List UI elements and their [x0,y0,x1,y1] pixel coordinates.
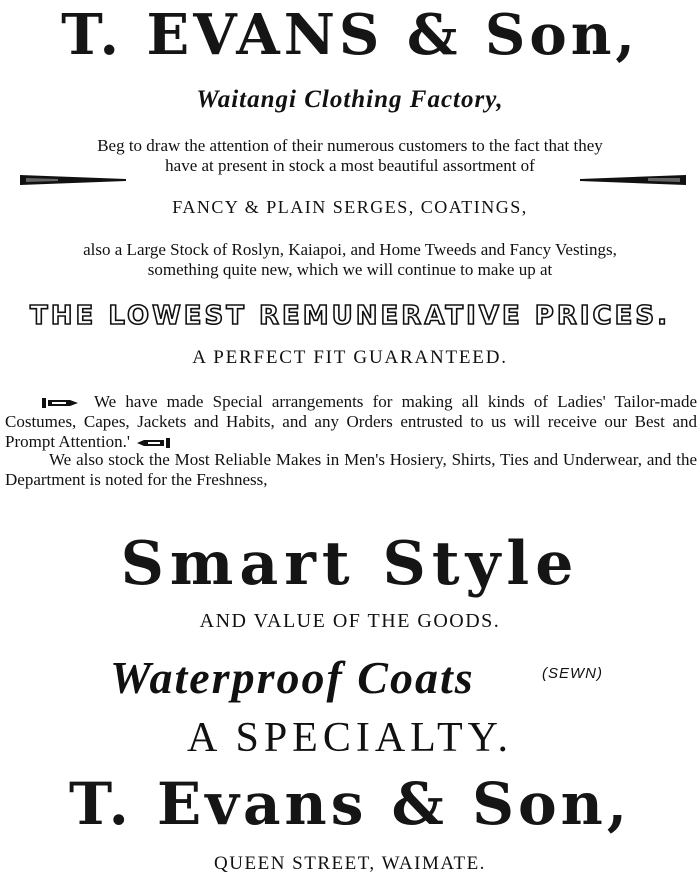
shop-title: T. EVANS & Son, [61,2,639,68]
pointing-hand-left-icon [136,436,172,450]
sewn-note: (SEWN) [542,665,603,682]
fabrics-heading: FANCY & PLAIN SERGES, COATINGS, [172,197,528,217]
waterproof-coats: Waterproof Coats [110,652,475,703]
ladies-notice-text: We have made Special arrangements for making all kinds of Ladies' Tailor-made Costumes, Capes, Jackets and Habits, and any Orders entrusted to us will receive our Best and Prompt Attention.' [5,392,697,451]
shop-title-footer: T. Evans & Son, [68,770,632,838]
smart-style-heading: Smart Style [120,529,580,599]
hosiery-notice-text: We also stock the Most Reliable Makes in Men's Hosiery, Shirts, Ties and Underwear, and the Department is noted for the Freshness, [5,450,697,489]
shop-address: QUEEN STREET, WAIMATE. [214,853,486,874]
pointing-hand-icon [40,396,80,410]
prices-heading: THE LOWEST REMUNERATIVE PRICES. [30,301,670,331]
stock-line-1: also a Large Stock of Roslyn, Kaiapoi, and Home Tweeds and Fancy Vestings, [83,240,617,259]
hosiery-notice [5,450,697,490]
intro-line-2: have at present in stock a most beautiful assortment of [165,156,535,175]
specialty-heading: A SPECIALTY. [186,715,514,761]
waterproof-row [0,652,700,704]
value-line: AND VALUE OF THE GOODS. [199,610,501,632]
intro-line-1: Beg to draw the attention of their numerous customers to the fact that they [97,136,603,155]
factory-name: Waitangi Clothing Factory, [196,86,504,113]
fit-guarantee: A PERFECT FIT GUARANTEED. [192,347,508,368]
subtitle-row [0,82,700,118]
stock-line-2: something quite new, which we will continue to make up at [147,260,553,279]
ladies-notice [5,392,697,452]
